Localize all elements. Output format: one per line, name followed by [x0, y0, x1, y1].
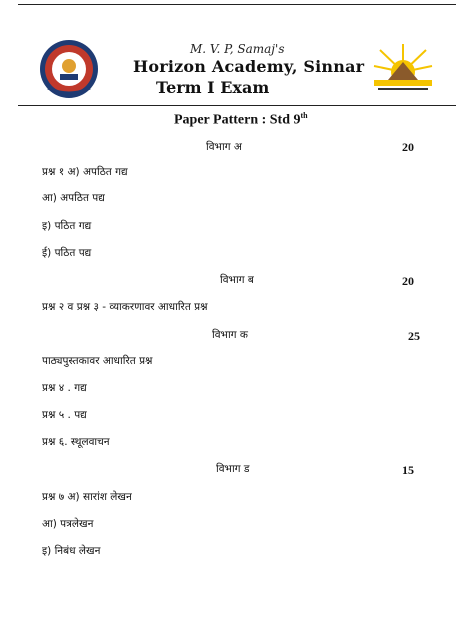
academy-sun-logo	[372, 42, 434, 94]
question-line: प्रश्न ५ . पद्य	[42, 409, 87, 421]
society-name: M. V. P, Samaj's	[190, 42, 285, 56]
question-line: आ) पत्रलेखन	[42, 518, 94, 530]
question-line: इ) निबंध लेखन	[42, 545, 101, 557]
question-line: आ) अपठित पद्य	[42, 192, 105, 204]
grade-superscript: th	[300, 111, 308, 120]
header-rule	[18, 105, 456, 106]
section-c-marks: 25	[408, 329, 420, 343]
question-line: प्रश्न २ व प्रश्न ३ - व्याकरणावर आधारित प्रश्न	[42, 301, 208, 313]
section-d-marks: 15	[402, 463, 414, 477]
school-emblem-logo	[38, 38, 100, 100]
exam-term: Term I Exam	[156, 78, 270, 97]
section-d-title: विभाग ड	[216, 463, 250, 475]
academy-name: Horizon Academy, Sinnar	[133, 57, 365, 76]
paper-pattern-title	[174, 111, 308, 129]
section-b-title: विभाग ब	[220, 274, 254, 286]
question-line: इ) पठित गद्य	[42, 220, 92, 232]
question-line: पाठ्यपुस्तकावर आधारित प्रश्न	[42, 355, 153, 367]
question-line: ई) पठित पद्य	[42, 247, 92, 259]
question-line: प्रश्न ६. स्थूलवाचन	[42, 436, 110, 448]
question-line: प्रश्न ४ . गद्य	[42, 382, 87, 394]
paper-pattern-text: Paper Pattern : Std 9	[174, 112, 301, 128]
section-a-marks: 20	[402, 140, 414, 154]
section-b-marks: 20	[402, 274, 414, 288]
question-line: प्रश्न १ अ) अपठित गद्य	[42, 166, 128, 178]
question-line: प्रश्न ७ अ) सारांश लेखन	[42, 491, 132, 503]
section-c-title: विभाग क	[212, 329, 248, 341]
top-rule	[18, 4, 456, 5]
section-a-title: विभाग अ	[206, 141, 242, 153]
